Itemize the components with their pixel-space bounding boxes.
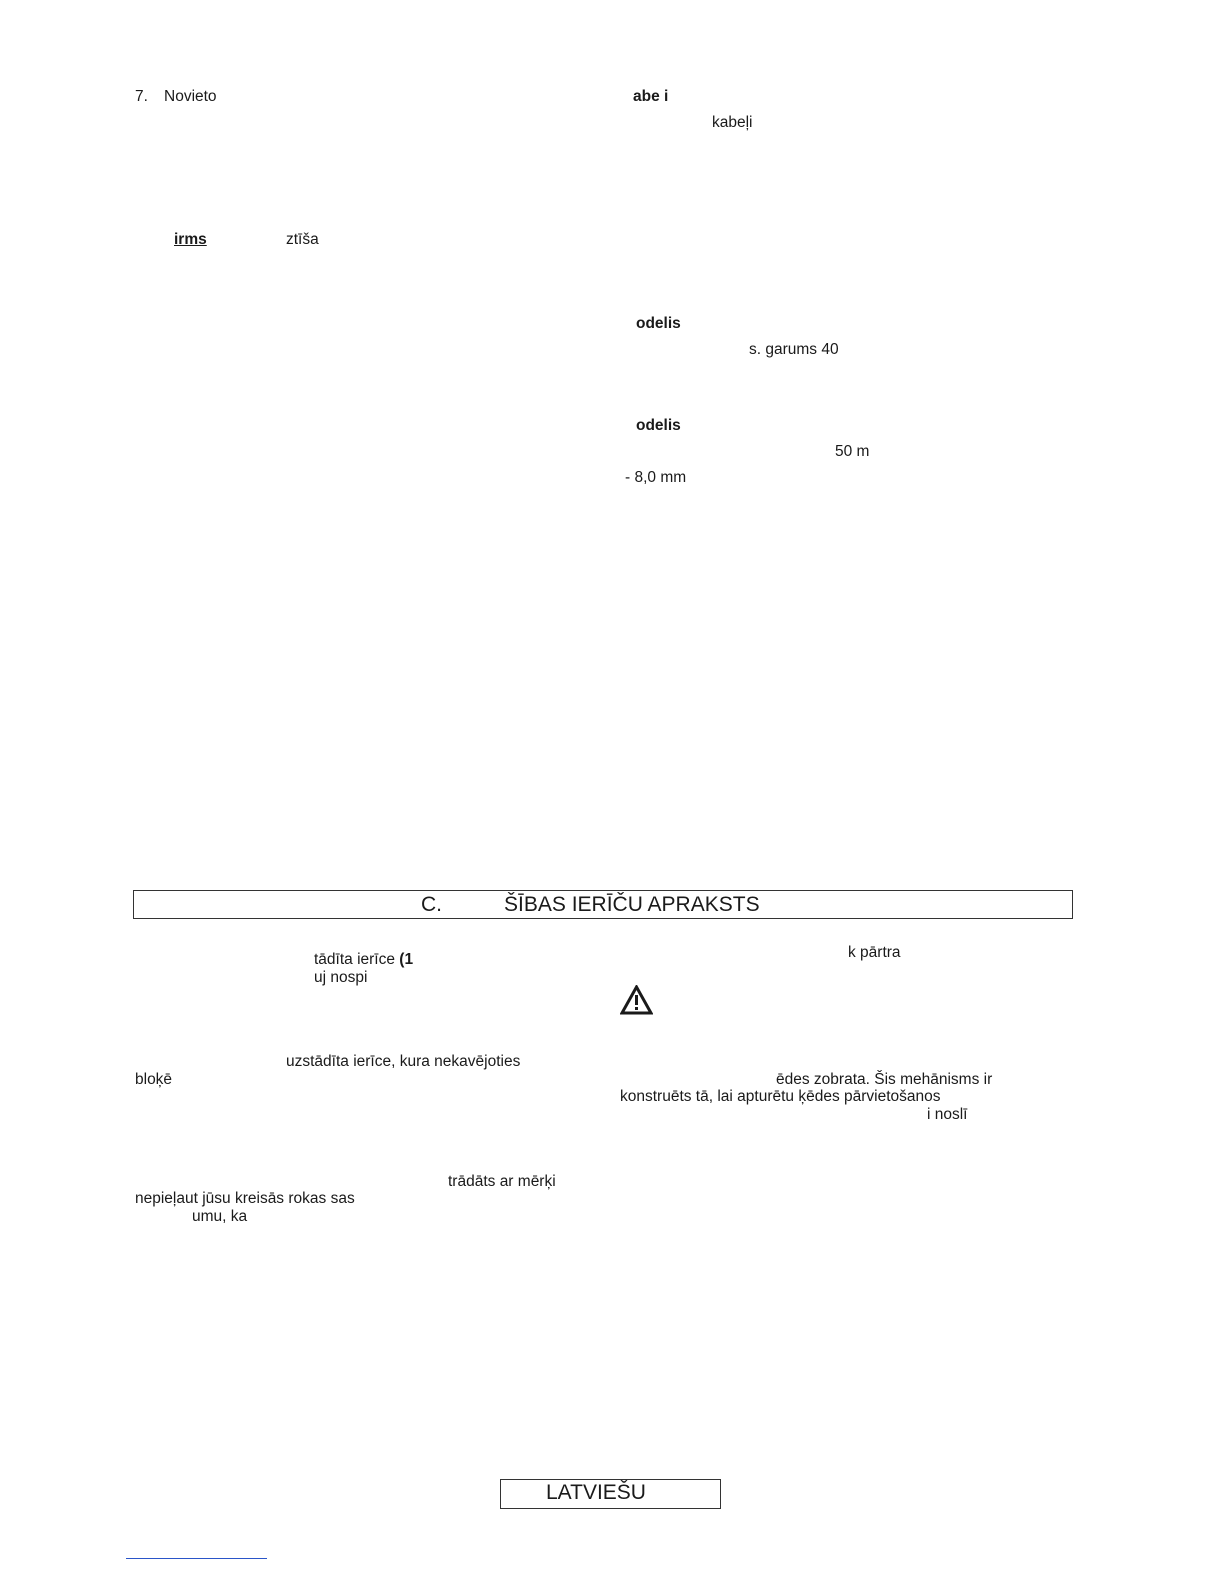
footer-language-box: [500, 1479, 721, 1509]
footer-language-label: LATVIEŠU: [546, 1481, 646, 1504]
footnote-link-rule: [126, 1558, 267, 1559]
section-c-left-line3: uzstādīta ierīce, kura nekavējoties: [286, 1053, 521, 1070]
item-7-number: 7.: [135, 88, 148, 105]
section-c-left-line4: bloķē: [135, 1071, 173, 1088]
kabeli-text: kabeļi: [712, 114, 753, 131]
odelis-heading-2: odelis: [636, 417, 681, 434]
section-c-right-line2: ēdes zobrata. Šis mehānisms ir: [776, 1071, 993, 1088]
section-c-left-line6: nepieļaut jūsu kreisās rokas sas: [135, 1190, 355, 1207]
warning-triangle-icon: [620, 985, 653, 1015]
section-c-right-line4: i noslī: [927, 1106, 968, 1123]
section-c-title: ŠĪBAS IERĪČU APRAKSTS: [504, 893, 760, 916]
section-c-left-line7: umu, ka: [192, 1208, 248, 1225]
section-c-right-line1: k pārtra: [848, 944, 901, 961]
section-c-letter: C.: [421, 893, 442, 916]
item-7-text: Novieto: [164, 88, 217, 105]
fifty-m-text: 50 m: [835, 443, 870, 460]
section-c-left-line2: uj nospi: [314, 969, 368, 986]
garums-40-text: s. garums 40: [749, 341, 839, 358]
section-c-left-line1: [314, 951, 413, 969]
section-c-left-line1-ref: (1: [399, 951, 414, 968]
section-c-right-line3: konstruēts tā, lai apturētu ķēdes pārvietošanos: [620, 1088, 941, 1105]
odelis-heading-1: odelis: [636, 315, 681, 332]
eight-mm-text: - 8,0 mm: [625, 469, 687, 486]
section-c-header: [133, 890, 1073, 919]
abe-i-heading: abe i: [633, 88, 669, 105]
section-c-left-line5: trādāts ar mērķi: [448, 1173, 556, 1190]
irms-label: irms: [174, 231, 207, 248]
ztisa-text: ztīša: [286, 231, 319, 248]
section-c-left-line1-text: tādīta ierīce: [314, 951, 400, 968]
